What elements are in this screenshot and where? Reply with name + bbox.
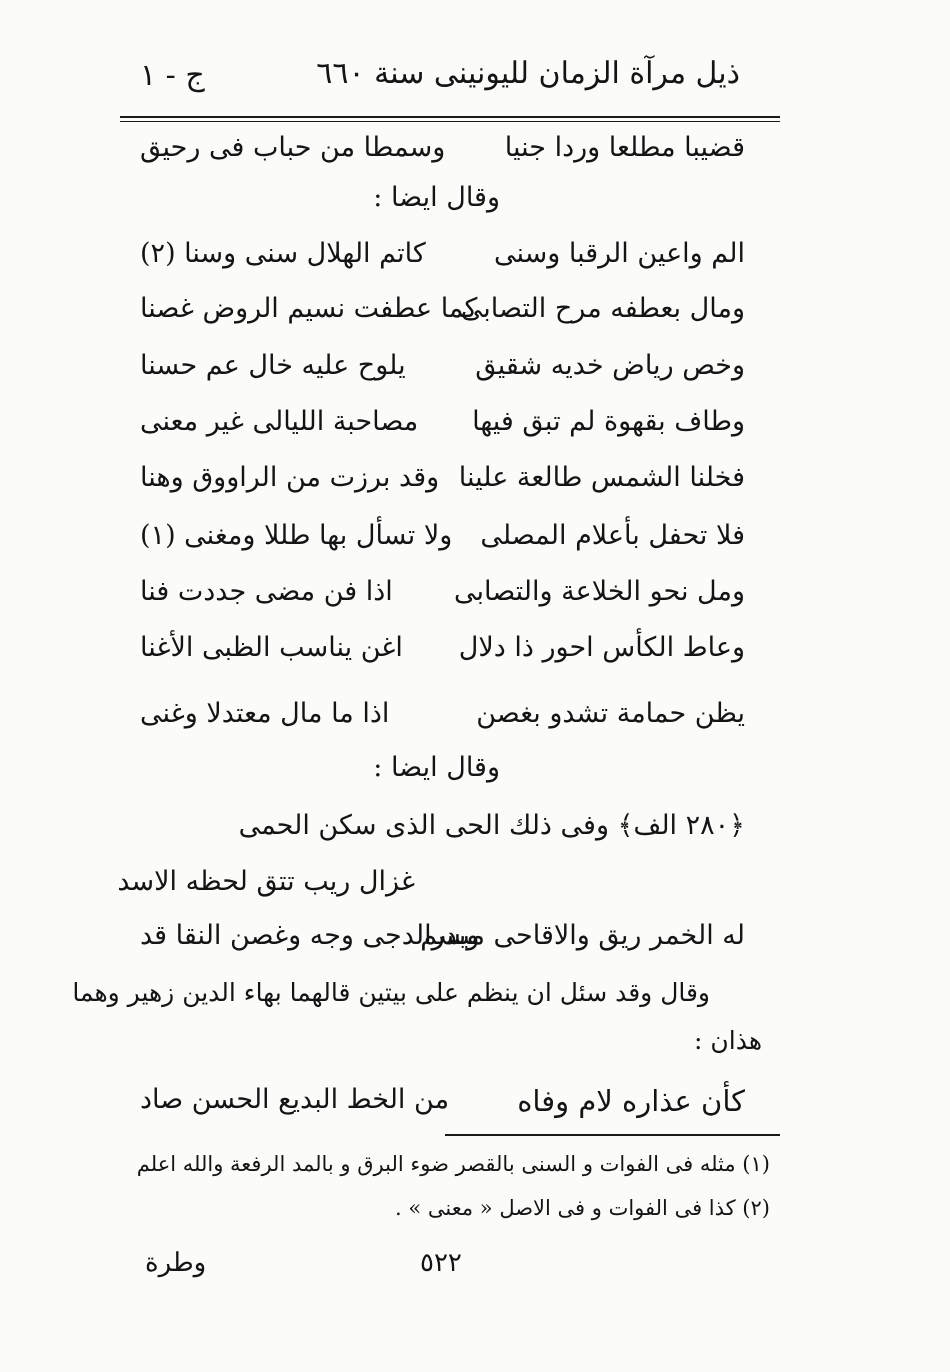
- verse-hemistich-first: يظن حمامة تشدو بغصن: [476, 698, 745, 729]
- prose-line: وقال وقد سئل ان ينظم على بيتين قالهما بهاء الدين زهير وهما: [72, 978, 710, 1007]
- verse-hemistich-second: اذا فن مضى جددت فنا: [140, 576, 393, 607]
- verse-hemistich-first: قضيبا مطلعا وردا جنيا: [504, 132, 745, 163]
- verse-hemistich-second: من الخط البديع الحسن صاد: [140, 1084, 450, 1115]
- catchword: وطرة: [145, 1248, 207, 1278]
- verse-hemistich-first: ومل نحو الخلاعة والتصابى: [453, 576, 745, 607]
- verse-hemistich-second: كاتم الهلال سنى وسنا (٢): [140, 238, 426, 269]
- verse-line-folio: ﴿٢٨٠ الف﴾ وفى ذلك الحى الذى سكن الحمى: [238, 810, 745, 841]
- prose-line: هذان :: [694, 1026, 762, 1055]
- verse-hemistich-second: وقد برزت من الراووق وهنا: [140, 462, 440, 493]
- verse-hemistich-second: يلوح عليه خال عم حسنا: [140, 350, 406, 381]
- verse-hemistich-second: ولا تسأل بها طللا ومغنى (١): [140, 520, 453, 551]
- verse-hemistich-first: فخلنا الشمس طالعة علينا: [458, 462, 745, 493]
- verse-hemistich-first: له الخمر ريق والاقاحى مبسم: [420, 920, 745, 951]
- verse-hemistich-second: وبدرالدجى وجه وغصن النقا قد: [140, 920, 480, 951]
- section-heading: وقال ايضا :: [373, 752, 500, 783]
- header-rule-thin: [120, 121, 780, 122]
- verse-hemistich-second: وسمطا من حباب فى رحيق: [140, 132, 446, 163]
- verse-hemistich-second: اغن يناسب الظبى الأغنا: [140, 632, 403, 663]
- verse-hemistich-second: اذا ما مال معتدلا وغنى: [140, 698, 390, 729]
- verse-line: غزال ريب تتق لحظه الاسد: [117, 866, 415, 897]
- header-rule-thick: [120, 116, 780, 118]
- verse-hemistich-second: كما عطفت نسيم الروض غصنا: [140, 293, 478, 324]
- footnote: (١) مثله فى الفوات و السنى بالقصر ضوء البرق و بالمد الرفعة والله اعلم: [136, 1152, 770, 1176]
- running-header-title: ذيل مرآة الزمان لليونينى سنة ٦٦٠: [316, 56, 740, 91]
- verse-hemistich-first: وعاط الكأس احور ذا دلال: [458, 632, 745, 663]
- section-heading: وقال ايضا :: [373, 182, 500, 213]
- running-header-volume: ج - ١: [140, 58, 205, 93]
- verse-hemistich-first: فلا تحفل بأعلام المصلى: [480, 520, 745, 551]
- verse-hemistich-first: وخص رياض خديه شقيق: [475, 350, 745, 381]
- verse-hemistich-first: كأن عذاره لام وفاه: [517, 1084, 745, 1118]
- verse-hemistich-first: وطاف بقهوة لم تبق فيها: [472, 406, 745, 437]
- footnote: (٢) كذا فى الفوات و فى الاصل « معنى » .: [395, 1196, 770, 1220]
- verse-hemistich-second: مصاحبة الليالى غير معنى: [140, 406, 419, 437]
- page-number: ٥٢٢: [420, 1248, 462, 1278]
- verse-hemistich-first: ومال بعطفه مرح التصابى: [460, 293, 745, 324]
- verse-hemistich-first: الم واعين الرقبا وسنى: [493, 238, 745, 269]
- footnote-rule: [445, 1134, 780, 1136]
